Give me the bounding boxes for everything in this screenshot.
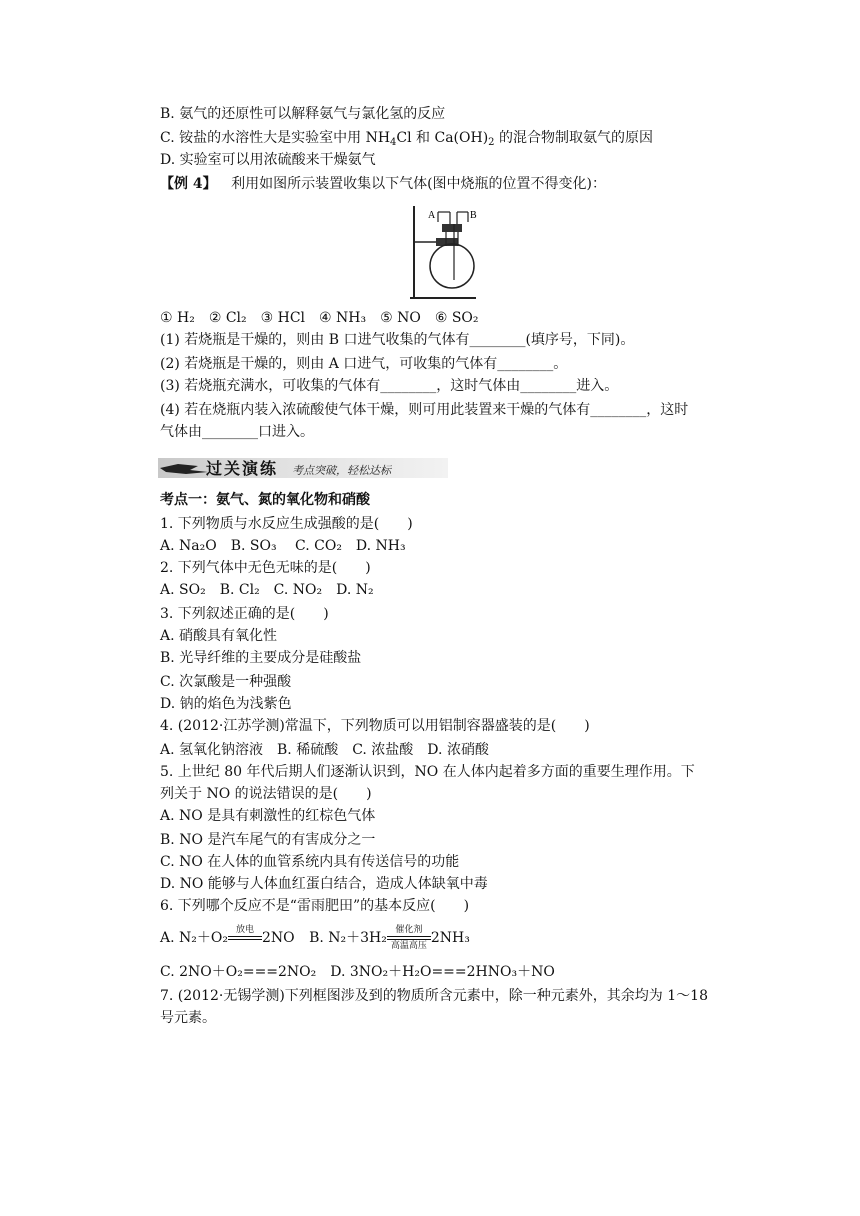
banner-title: 过关演练: [206, 459, 279, 478]
q6-option-a-lhs: A. N₂＋O₂: [160, 930, 228, 946]
gas-list: ① H₂ ② Cl₂ ③ HCl ④ NH₃ ⑤ NO ⑥ SO₂: [160, 310, 479, 326]
option-c-part1: C. 铵盐的水溶性大是实验室中用 NH: [160, 130, 391, 146]
question-5-line1: 5. 上世纪 80 年代后期人们逐渐认识到，NO 在人体内起着多方面的重要生理作用。下: [160, 764, 695, 780]
question-3-option-d: D. 钠的焰色为浅紫色: [160, 696, 292, 712]
question-2-options: A. SO₂ B. Cl₂ C. NO₂ D. N₂: [160, 582, 374, 598]
q6-option-b-arrow: [387, 936, 431, 940]
option-c-sub1: 4: [390, 137, 397, 148]
question-5-option-c: C. NO 在人体的血管系统内具有传送信号的功能: [160, 854, 460, 870]
question-1-options: A. Na₂O B. SO₃ C. CO₂ D. NH₃: [160, 538, 406, 554]
question-3: 3. 下列叙述正确的是( ): [160, 606, 329, 622]
example-4-header: [160, 174, 606, 194]
question-7-line1: 7. (2012·无锡学测)下列框图涉及到的物质所含元素中，除一种元素外，其余均为 1～18: [160, 988, 708, 1004]
question-6-options-cd: C. 2NO＋O₂===2NO₂ D. 3NO₂＋H₂O===2HNO₃＋NO: [160, 964, 555, 980]
q6-option-a-arrow: [228, 936, 262, 940]
port-b-label: B: [470, 210, 477, 221]
q6-option-b-rhs: 2NH₃: [430, 930, 470, 946]
question-4: 4. (2012·江苏学测)常温下，下列物质可以用铝制容器盛装的是( ): [160, 718, 590, 734]
example-4-q4-line2: 气体由________口进入。: [160, 424, 314, 440]
option-c-part3: 的混合物制取氨气的原因: [494, 130, 653, 146]
option-c-sub2: 2: [488, 137, 495, 148]
example-4-q1: (1) 若烧瓶是干燥的，则由 B 口进气收集的气体有________(填序号，下同)。: [160, 332, 635, 348]
example-4-q3: (3) 若烧瓶充满水，可收集的气体有________，这时气体由________进入。: [160, 378, 619, 394]
question-5-option-d: D. NO 能够与人体血红蛋白结合，造成人体缺氧中毒: [160, 876, 488, 892]
banner-subtitle: 考点突破，轻松达标: [292, 464, 391, 477]
gas-collection-apparatus: [408, 200, 488, 302]
option-c-part2: Cl 和 Ca(OH): [396, 130, 489, 146]
q6-option-b-cond-top: 催化剂: [395, 925, 423, 935]
example-4-text: 利用如图所示装置收集以下气体(图中烧瓶的位置不得变化)：: [231, 176, 607, 192]
example-4-tag: 【例 4】: [160, 176, 217, 192]
q6-option-b-cond-bottom: 高温高压: [390, 941, 427, 951]
q6-option-a-cond-label: 放电: [235, 925, 254, 935]
port-a-label: A: [428, 210, 436, 221]
option-d: D. 实验室可以用浓硫酸来干燥氨气: [160, 152, 376, 168]
question-5-option-b: B. NO 是汽车尾气的有害成分之一: [160, 832, 376, 848]
q6-option-a-rhs: 2NO: [261, 930, 295, 946]
q6-option-b-lhs: B. N₂＋3H₂: [309, 930, 387, 946]
question-3-option-a: A. 硝酸具有氧化性: [160, 628, 278, 644]
q6-option-b-condition: [387, 925, 431, 951]
question-3-option-b: B. 光导纤维的主要成分是硅酸盐: [160, 650, 362, 666]
question-2: 2. 下列气体中无色无味的是( ): [160, 560, 371, 576]
question-1: 1. 下列物质与水反应生成强酸的是( ): [160, 516, 413, 532]
section-banner: [158, 454, 448, 480]
option-b: B. 氨气的还原性可以解释氨气与氯化氢的反应: [160, 106, 446, 122]
example-4-q4-line1: (4) 若在烧瓶内装入浓硫酸使气体干燥，则可用此装置来干燥的气体有________，这时: [160, 402, 689, 418]
question-5-line2: 列关于 NO 的说法错误的是( ): [160, 786, 372, 802]
section-title: 考点一：氨气、氮的氧化物和硝酸: [160, 492, 370, 508]
question-7-line2: 号元素。: [160, 1010, 216, 1026]
q6-option-a-condition: [228, 925, 262, 951]
question-5-option-a: A. NO 是具有刺激性的红棕色气体: [160, 808, 376, 824]
example-4-q2: (2) 若烧瓶是干燥的，则由 A 口进气，可收集的气体有________。: [160, 356, 568, 372]
question-6: 6. 下列哪个反应不是“雷雨肥田”的基本反应( ): [160, 898, 470, 914]
question-3-option-c: C. 次氯酸是一种强酸: [160, 674, 292, 690]
question-4-options: A. 氢氧化钠溶液 B. 稀硫酸 C. 浓盐酸 D. 浓硝酸: [160, 742, 489, 758]
question-6-options-ab: [160, 924, 470, 952]
